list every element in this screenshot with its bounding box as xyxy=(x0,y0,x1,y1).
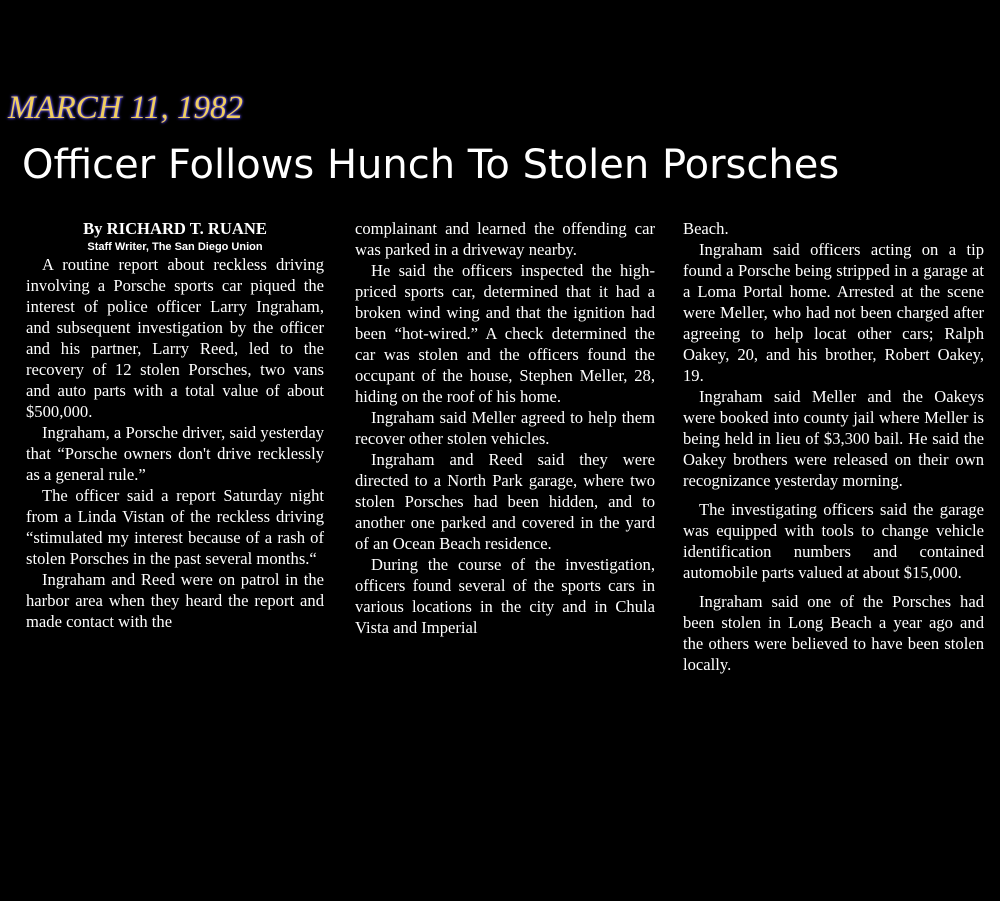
paragraph: Beach. xyxy=(683,219,729,238)
paragraph: Ingraham and Reed said they were directed to a North Park garage, where two stolen Porsches had been hidden, and to another one parked and covered in the yard of an Ocean Beach residence. xyxy=(355,450,655,553)
paragraph: complainant and learned the offending car was parked in a driveway nearby. xyxy=(355,219,655,259)
headline: Officer Follows Hunch To Stolen Porsches xyxy=(22,142,840,188)
article-column-2 xyxy=(355,218,655,638)
byline: By RICHARD T. RUANE xyxy=(83,219,267,238)
paragraph: Ingraham said Meller agreed to help them recover other stolen vehicles. xyxy=(355,408,655,448)
paragraph: Ingraham said officers acting on a tip found a Porsche being stripped in a garage at a Loma Portal home. Arrested at the scene were Meller, who had not been charged after agreeing to help locat other cars; Ralph Oakey, 20, and his brother, Robert Oakey, 19. xyxy=(683,240,984,385)
paragraph: Ingraham, a Porsche driver, said yesterday that “Porsche owners don't drive recklessly as a general rule.” xyxy=(26,423,324,484)
paragraph: He said the officers inspected the high-priced sports car, determined that it had a broken wind wing and that the ignition had been “hot-wired.” A check determined the car was stolen and the officers found the occupant of the house, Stephen Meller, 28, hiding on the roof of his home. xyxy=(355,261,655,406)
paragraph: The officer said a report Saturday night from a Linda Vistan of the reckless driving “stimulated my interest because of a rash of stolen Porsches in the past several months.“ xyxy=(26,486,324,568)
paragraph: The investigating officers said the garage was equipped with tools to change vehicle identification numbers and contained automobile parts valued at about $15,000. xyxy=(683,500,984,582)
byline-credit: Staff Writer, The San Diego Union xyxy=(87,241,263,253)
paragraph: Ingraham said Meller and the Oakeys were booked into county jail where Meller is being held in lieu of $3,300 bail. He said the Oakey brothers were released on their own recognizance yesterday morning. xyxy=(683,387,984,490)
article-column-3 xyxy=(683,218,984,675)
paragraph: Ingraham and Reed were on patrol in the harbor area when they heard the report and made contact with the xyxy=(26,570,324,631)
paragraph: Ingraham said one of the Porsches had been stolen in Long Beach a year ago and the others were believed to have been stolen locally. xyxy=(683,592,984,674)
paragraph: During the course of the investigation, officers found several of the sports cars in various locations in the city and in Chula Vista and Imperial xyxy=(355,555,655,637)
article-date: MARCH 11, 1982 xyxy=(8,90,243,126)
paragraph: A routine report about reckless driving involving a Porsche sports car piqued the interest of police officer Larry Ingraham, and subsequent investigation by the officer and his partner, Larry Reed, led to the recovery of 12 stolen Porsches, two vans and auto parts with a total value of about $500,000. xyxy=(26,255,324,421)
article-column-1 xyxy=(26,218,324,632)
